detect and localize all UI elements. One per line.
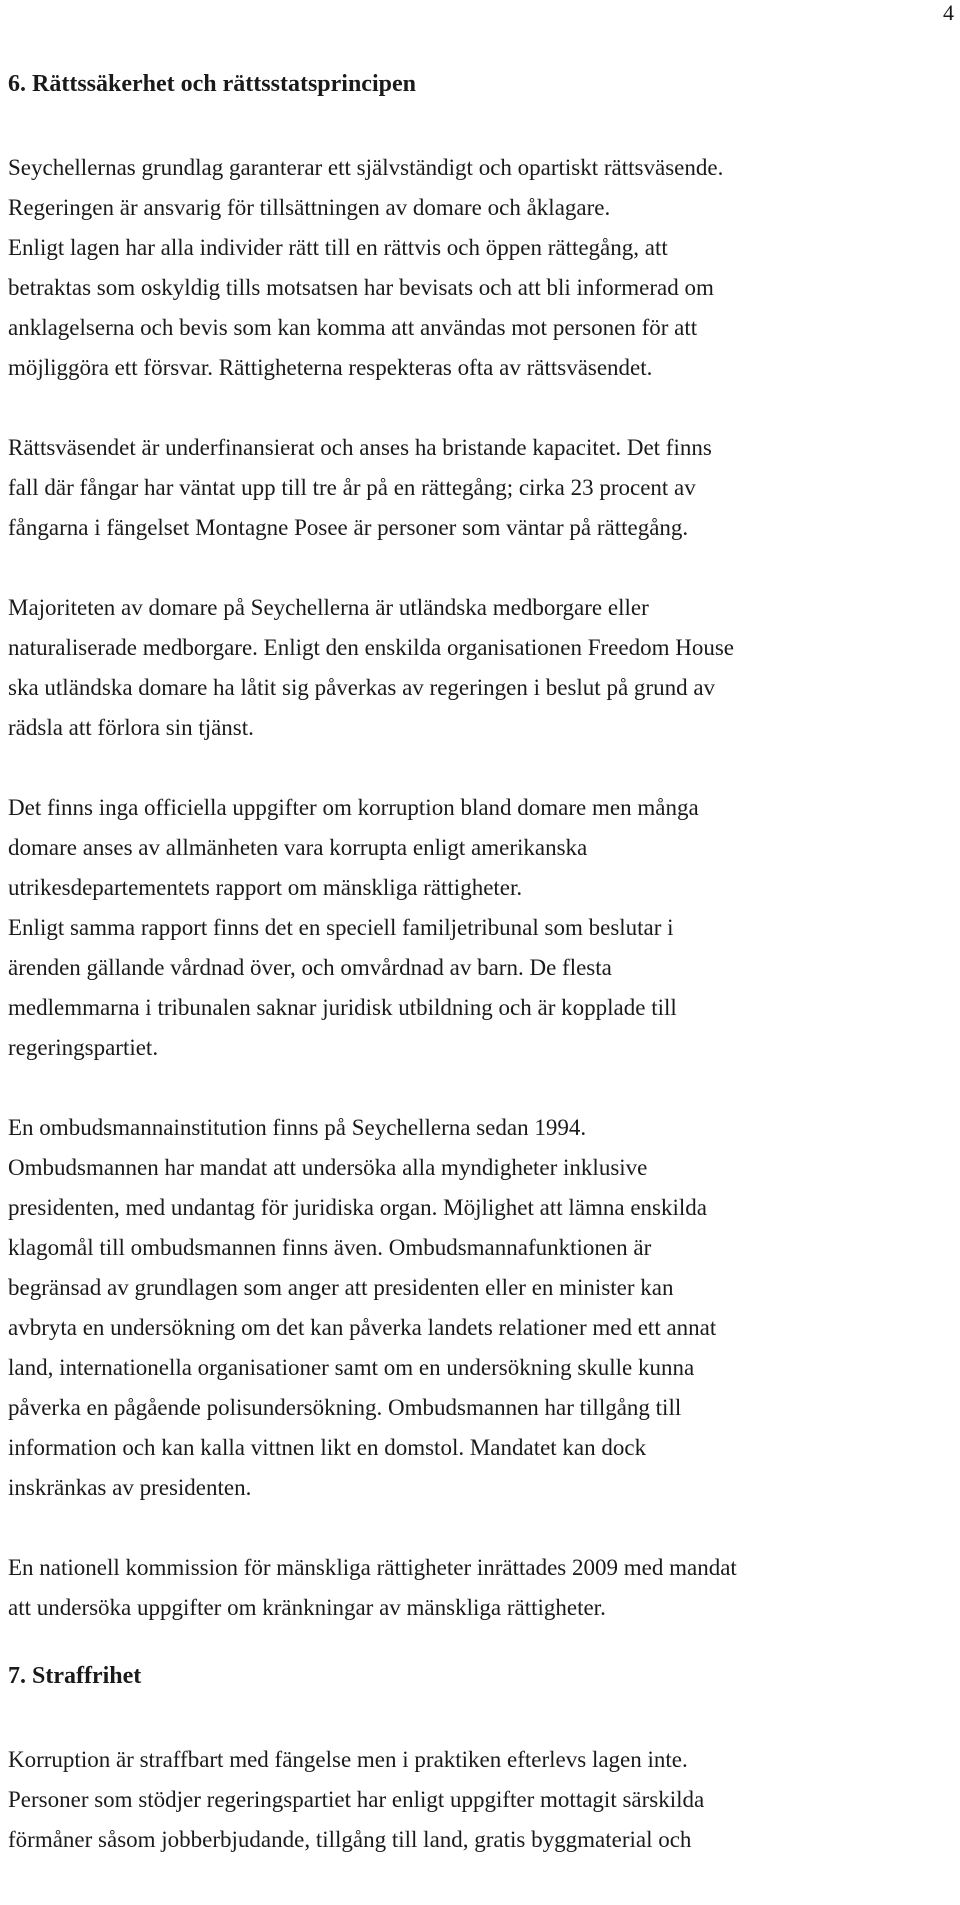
text-line: Det finns inga officiella uppgifter om korruption bland domare men många [8,795,699,820]
text-line: fall där fångar har väntat upp till tre år på en rättegång; cirka 23 procent av [8,475,696,500]
paragraph-impunity [8,1740,953,1860]
paragraph-corruption-judges [8,788,953,1068]
text-line: betraktas som oskyldig tills motsatsen har bevisats och att bli informerad om [8,275,714,300]
paragraph-underfunding [8,428,953,548]
text-line: påverka en pågående polisundersökning. Ombudsmannen har tillgång till [8,1395,682,1420]
text-line: Regeringen är ansvarig för tillsättningen av domare och åklagare. [8,195,611,220]
text-line: En ombudsmannainstitution finns på Seychellerna sedan 1994. [8,1115,587,1140]
text-line: att undersöka uppgifter om kränkningar av mänskliga rättigheter. [8,1595,606,1620]
paragraph-human-rights-commission [8,1548,953,1628]
document-page [8,68,953,1860]
text-line: förmåner såsom jobberbjudande, tillgång till land, gratis byggmaterial och [8,1827,692,1852]
section-heading-7: 7. Straffrihet [8,1663,142,1689]
text-line: medlemmarna i tribunalen saknar juridisk utbildning och är kopplade till [8,995,677,1020]
text-line: presidenten, med undantag för juridiska organ. Möjlighet att lämna enskilda [8,1195,707,1220]
text-line: ärenden gällande vårdnad över, och omvårdnad av barn. De flesta [8,955,612,980]
text-line: ska utländska domare ha låtit sig påverkas av regeringen i beslut på grund av [8,675,716,700]
text-line: Ombudsmannen har mandat att undersöka alla myndigheter inklusive [8,1155,648,1180]
text-line: anklagelserna och bevis som kan komma att användas mot personen för att [8,315,698,340]
text-line: fångarna i fängelset Montagne Posee är personer som väntar på rättegång. [8,515,689,540]
text-line: domare anses av allmänheten vara korrupta enligt amerikanska [8,835,588,860]
paragraph-foreign-judges [8,588,953,748]
section-heading-6: 6. Rättssäkerhet och rättsstatsprincipen [8,71,416,97]
text-line: Enligt samma rapport finns det en speciell familjetribunal som beslutar i [8,915,674,940]
text-line: naturaliserade medborgare. Enligt den enskilda organisationen Freedom House [8,635,734,660]
text-line: Majoriteten av domare på Seychellerna är utländska medborgare eller [8,595,649,620]
paragraph-ombudsman [8,1108,953,1508]
text-line: möjliggöra ett försvar. Rättigheterna respekteras ofta av rättsväsendet. [8,355,653,380]
text-line: Korruption är straffbart med fängelse men i praktiken efterlevs lagen inte. [8,1747,688,1772]
text-line: En nationell kommission för mänskliga rättigheter inrättades 2009 med mandat [8,1555,737,1580]
text-line: inskränkas av presidenten. [8,1475,252,1500]
text-line: rädsla att förlora sin tjänst. [8,715,254,740]
text-line: klagomål till ombudsmannen finns även. Ombudsmannafunktionen är [8,1235,652,1260]
text-line: land, internationella organisationer samt om en undersökning skulle kunna [8,1355,695,1380]
text-line: begränsad av grundlagen som anger att presidenten eller en minister kan [8,1275,674,1300]
text-line: Seychellernas grundlag garanterar ett självständigt och opartiskt rättsväsende. [8,155,724,180]
text-line: Enligt lagen har alla individer rätt till en rättvis och öppen rättegång, att [8,235,668,260]
text-line: regeringspartiet. [8,1035,159,1060]
text-line: Rättsväsendet är underfinansierat och anses ha bristande kapacitet. Det finns [8,435,712,460]
paragraph-legal-framework [8,148,953,388]
text-line: information och kan kalla vittnen likt en domstol. Mandatet kan dock [8,1435,647,1460]
text-line: avbryta en undersökning om det kan påverka landets relationer med ett annat [8,1315,717,1340]
text-line: utrikesdepartementets rapport om mänskliga rättigheter. [8,875,523,900]
page-number: 4 [943,0,954,25]
text-line: Personer som stödjer regeringspartiet har enligt uppgifter mottagit särskilda [8,1787,705,1812]
